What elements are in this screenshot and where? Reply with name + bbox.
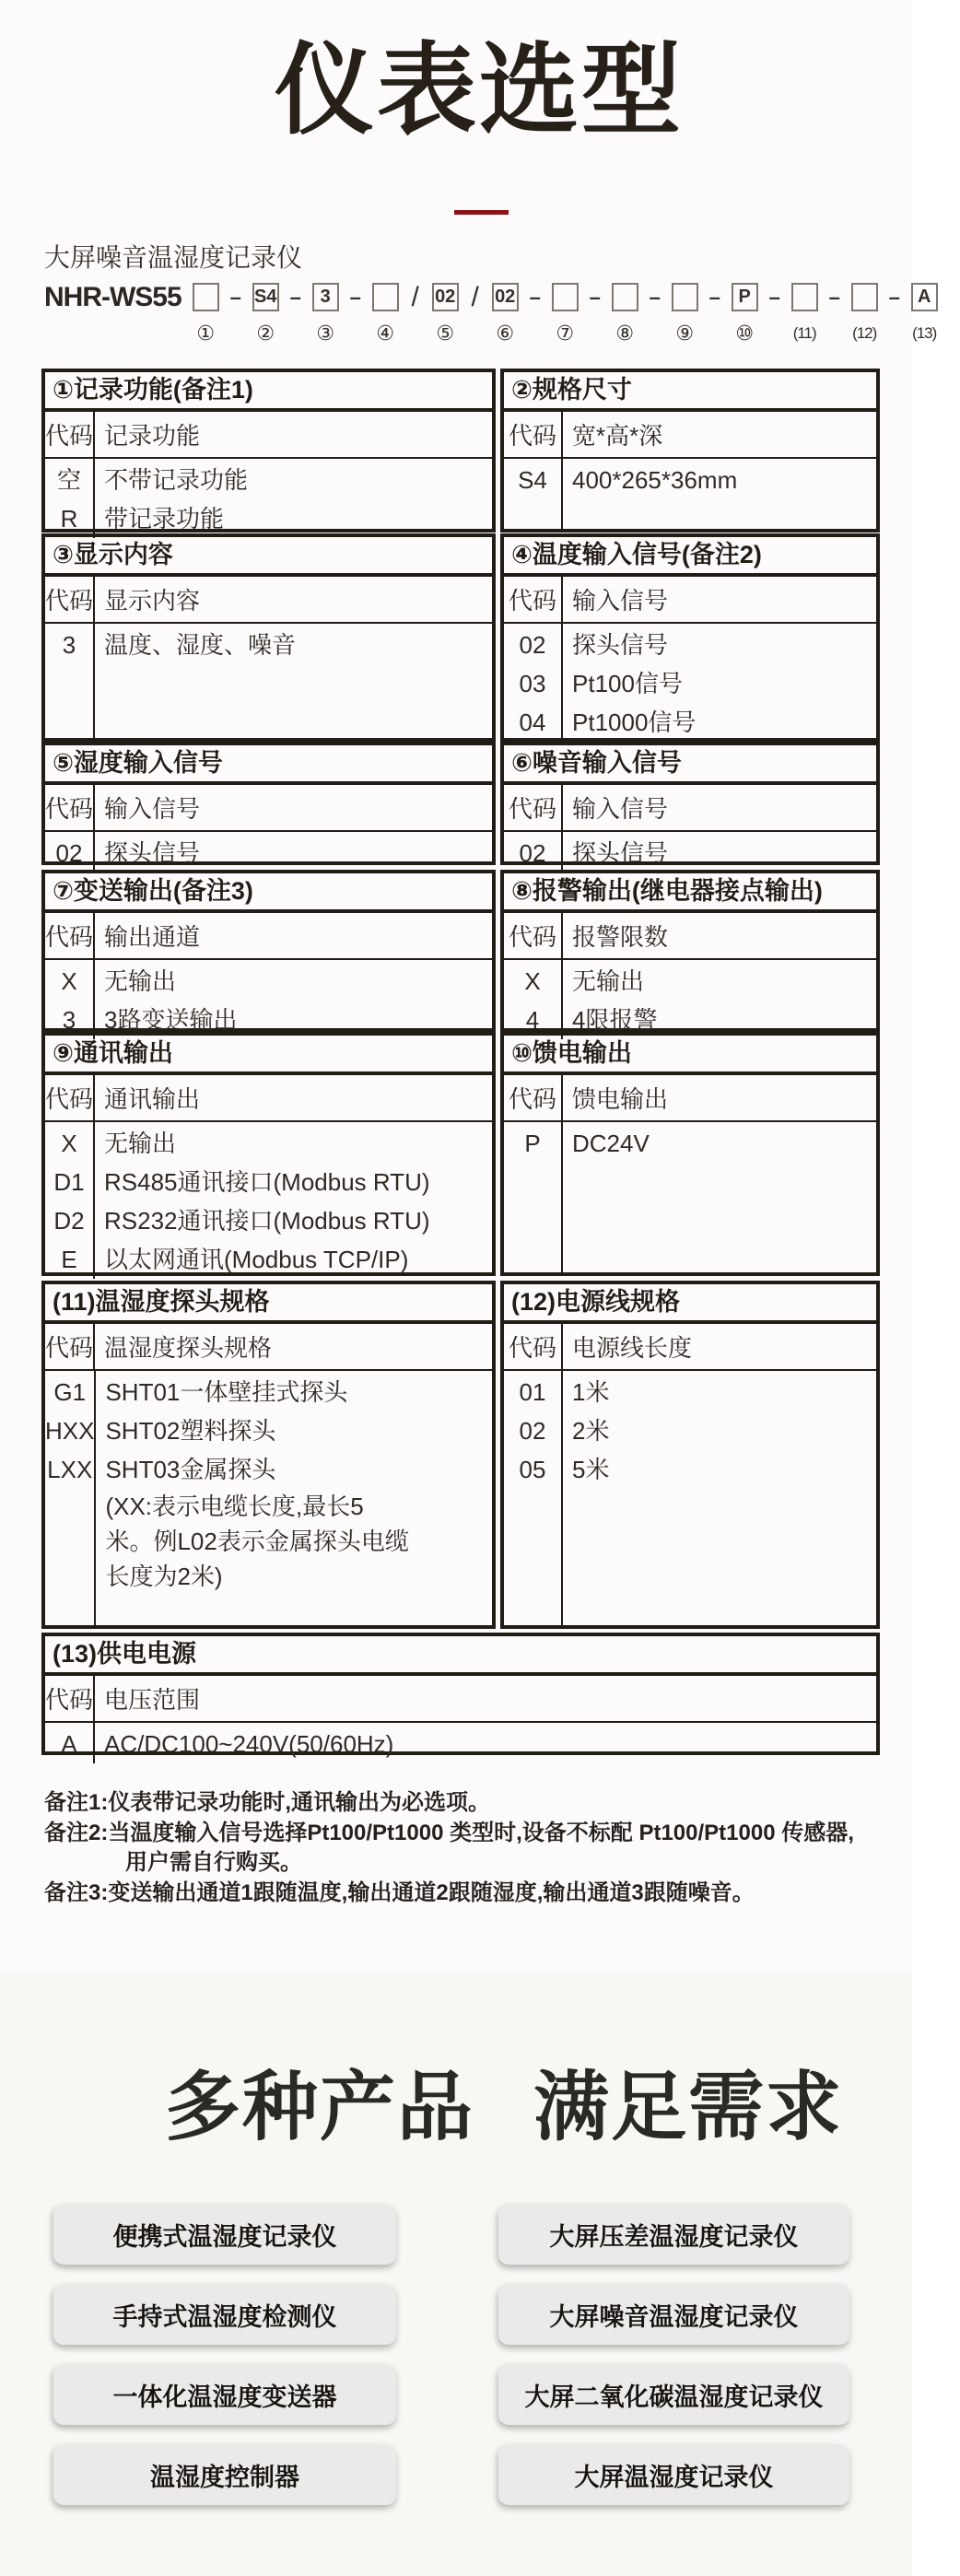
spec-section-4 xyxy=(500,533,880,742)
description-column xyxy=(95,459,492,538)
product-button-4[interactable]: 大屏噪音温湿度记录仪 xyxy=(498,2284,849,2345)
description-value: 1米 xyxy=(572,1378,610,1406)
cable-length-note-line: (XX:表示电缆长度,最长5 xyxy=(105,1493,364,1520)
cable-length-note-line: 米。例L02表示金属探头电缆 xyxy=(105,1528,409,1555)
description-column-header: 电压范围 xyxy=(104,1686,201,1714)
description-column-header: 馈电输出 xyxy=(572,1085,669,1113)
description-value: SHT03金属探头 xyxy=(105,1456,276,1483)
code-column-header: 代码 xyxy=(504,412,563,457)
code-value: A xyxy=(61,1730,77,1758)
product-button-8[interactable]: 大屏温湿度记录仪 xyxy=(498,2444,849,2505)
section-body xyxy=(45,960,492,1039)
model-position-10 xyxy=(731,279,759,345)
model-position-number-3: ③ xyxy=(316,322,335,345)
product-button-1[interactable]: 便携式温湿度记录仪 xyxy=(53,2204,396,2265)
spec-table-row xyxy=(41,1633,880,1758)
section-body xyxy=(504,832,876,872)
code-value: 02 xyxy=(519,1417,546,1445)
model-dash-separator: – xyxy=(529,286,541,309)
code-column-header: 代码 xyxy=(45,785,95,830)
section-title: ③显示内容 xyxy=(45,537,492,577)
code-column xyxy=(45,960,95,1039)
code-value: X xyxy=(61,1130,77,1157)
description-value: 无输出 xyxy=(104,1130,177,1157)
model-dash-separator: – xyxy=(289,286,301,309)
model-position-6 xyxy=(491,279,520,345)
description-column-header: 报警限数 xyxy=(572,923,669,951)
description-column xyxy=(563,832,876,872)
code-value: R xyxy=(60,505,78,533)
code-column-header: 代码 xyxy=(45,913,95,958)
spec-section-10 xyxy=(500,1032,880,1276)
model-position-4 xyxy=(371,279,400,345)
section-title: ①记录功能(备注1) xyxy=(45,372,492,412)
code-value: E xyxy=(61,1246,77,1273)
description-value: 探头信号 xyxy=(572,631,669,659)
code-value: 4 xyxy=(525,1006,540,1034)
description-column xyxy=(95,960,492,1039)
code-column xyxy=(45,1371,96,1625)
code-value: D2 xyxy=(53,1207,85,1235)
code-value: X xyxy=(524,967,541,995)
section-title: (11)温湿度探头规格 xyxy=(45,1284,492,1324)
description-column xyxy=(563,960,876,1039)
spec-section-5 xyxy=(41,742,496,865)
model-dash-separator: – xyxy=(828,286,840,309)
model-position-3 xyxy=(311,279,340,345)
code-column-header: 代码 xyxy=(504,1324,563,1369)
section-header-row xyxy=(504,412,876,459)
description-column-header: 通讯输出 xyxy=(104,1085,201,1113)
code-column-header: 代码 xyxy=(45,1324,95,1369)
model-code-box-2: S4 xyxy=(252,283,279,311)
spec-table-row xyxy=(41,533,880,742)
section-header-row xyxy=(504,577,876,624)
description-value: AC/DC100~240V(50/60Hz) xyxy=(104,1730,394,1758)
code-column-header: 代码 xyxy=(45,1075,95,1120)
code-column xyxy=(45,624,95,738)
page-title: 仪表选型 xyxy=(274,34,684,146)
code-value: S4 xyxy=(518,466,547,494)
description-column xyxy=(95,1723,876,1763)
description-value: 无输出 xyxy=(104,967,177,995)
model-code-box-12 xyxy=(851,283,878,311)
description-value: 4限报警 xyxy=(572,1006,658,1034)
spec-section-3 xyxy=(41,533,496,742)
section-header-row xyxy=(45,412,492,459)
model-position-number-1: ① xyxy=(196,322,216,345)
description-value: 5米 xyxy=(572,1456,610,1483)
model-code-box-13: A xyxy=(911,283,938,311)
model-position-number-2: ② xyxy=(256,322,275,345)
section-header-row xyxy=(504,913,876,960)
section-body xyxy=(504,960,876,1039)
code-column xyxy=(504,832,563,872)
description-column xyxy=(563,624,876,742)
model-code-box-6: 02 xyxy=(492,283,519,311)
model-position-number-8: ⑧ xyxy=(615,322,635,345)
description-value: 带记录功能 xyxy=(104,505,225,533)
model-position-number-5: ⑤ xyxy=(436,322,455,345)
code-column-header: 代码 xyxy=(504,1075,563,1120)
code-value: P xyxy=(524,1130,541,1157)
description-value: 不带记录功能 xyxy=(104,466,249,494)
product-button-3[interactable]: 手持式温湿度检测仪 xyxy=(53,2284,396,2345)
model-code-box-1 xyxy=(193,283,219,311)
model-dash-separator: – xyxy=(649,286,661,309)
code-column xyxy=(504,960,563,1039)
code-column xyxy=(504,624,563,742)
footnote-line-2: 备注2:当温度输入信号选择Pt100/Pt1000 类型时,设备不标配 Pt100/Pt1000 传感器, xyxy=(44,1820,854,1845)
spec-section-8 xyxy=(500,870,880,1032)
spec-table-row xyxy=(41,870,880,1032)
model-position-number-6: ⑥ xyxy=(496,322,515,345)
spec-table-row xyxy=(41,742,880,865)
spec-table-row xyxy=(41,369,880,533)
footnotes xyxy=(44,1788,854,1908)
section-header-row xyxy=(45,913,492,960)
bottom-title-part2: 满足需求 xyxy=(533,2066,844,2149)
description-column-header: 宽*高*深 xyxy=(572,422,663,450)
description-value: RS232通讯接口(Modbus RTU) xyxy=(104,1207,430,1235)
model-position-9 xyxy=(671,279,699,345)
description-column-header: 输入信号 xyxy=(572,795,669,823)
model-position-number-11: (11) xyxy=(792,324,816,342)
description-value: DC24V xyxy=(572,1130,650,1157)
footnote-line-3: 用户需自行购买。 xyxy=(125,1850,302,1875)
section-body xyxy=(45,624,492,738)
description-value: 以太网通讯(Modbus TCP/IP) xyxy=(104,1246,409,1273)
section-body xyxy=(45,832,492,872)
section-body xyxy=(45,1723,876,1763)
description-column xyxy=(563,1122,876,1272)
code-column-header: 代码 xyxy=(45,1676,95,1721)
model-prefix: NHR-WS55 xyxy=(44,282,181,312)
section-body xyxy=(504,624,876,742)
model-slash-separator: / xyxy=(471,282,479,312)
description-column xyxy=(95,832,492,872)
code-value: 01 xyxy=(519,1378,546,1406)
model-code-box-8 xyxy=(612,283,638,311)
section-body xyxy=(45,1122,492,1279)
code-value: 空 xyxy=(56,466,81,494)
code-value: 3 xyxy=(62,1006,76,1034)
description-column xyxy=(95,624,492,738)
code-value: 02 xyxy=(519,839,546,867)
model-position-13 xyxy=(910,279,939,345)
code-column-header: 代码 xyxy=(504,913,563,958)
section-body xyxy=(504,1371,876,1625)
description-column-header: 记录功能 xyxy=(104,422,201,450)
code-column-header: 代码 xyxy=(45,577,95,622)
footnote-line-1: 备注1:仪表带记录功能时,通讯输出为必选项。 xyxy=(44,1790,491,1815)
model-position-number-4: ④ xyxy=(376,322,395,345)
model-dash-separator: – xyxy=(768,286,780,309)
description-value: Pt100信号 xyxy=(572,670,683,697)
model-position-1 xyxy=(192,279,220,345)
model-position-11 xyxy=(790,279,819,345)
description-value: RS485通讯接口(Modbus RTU) xyxy=(104,1168,430,1196)
spec-section-2 xyxy=(500,369,880,533)
model-dash-separator: – xyxy=(229,286,241,309)
description-value: 温度、湿度、噪音 xyxy=(104,631,297,659)
code-column xyxy=(504,1371,563,1625)
description-value: 无输出 xyxy=(572,967,645,995)
spec-table-row xyxy=(41,1032,880,1276)
spec-section-13 xyxy=(41,1633,880,1758)
product-button-6[interactable]: 大屏二氧化碳温湿度记录仪 xyxy=(498,2364,849,2425)
model-dash-separator: – xyxy=(349,286,361,309)
bottom-section-title xyxy=(48,2047,960,2155)
description-column-header: 电源线长度 xyxy=(572,1334,693,1362)
code-value: 04 xyxy=(519,708,546,736)
section-title: ⑦变送输出(备注3) xyxy=(45,873,492,913)
code-column xyxy=(504,1122,563,1272)
bottom-title-part1: 多种产品 xyxy=(164,2066,474,2149)
code-value: D1 xyxy=(53,1168,85,1196)
spec-table-row xyxy=(41,1281,880,1629)
description-column xyxy=(563,1371,876,1625)
section-body xyxy=(45,1371,492,1625)
model-code-box-3: 3 xyxy=(312,283,339,311)
code-value: G1 xyxy=(53,1378,87,1406)
description-column xyxy=(563,459,876,529)
section-header-row xyxy=(45,1075,492,1122)
model-dash-separator: – xyxy=(589,286,601,309)
section-header-row xyxy=(504,1075,876,1122)
code-value: 3 xyxy=(62,631,76,659)
model-position-number-10: ⑩ xyxy=(735,322,755,345)
title-underline-accent xyxy=(454,210,509,215)
spec-section-1 xyxy=(41,369,496,533)
description-value: 400*265*36mm xyxy=(572,466,738,494)
section-title: ⑩馈电输出 xyxy=(504,1036,876,1075)
model-code-box-9 xyxy=(672,283,698,311)
section-title: ⑧报警输出(继电器接点输出) xyxy=(504,873,876,913)
code-column xyxy=(45,832,95,872)
section-title: ⑥噪音输入信号 xyxy=(504,745,876,785)
model-code-line xyxy=(44,279,939,345)
spec-section-9 xyxy=(41,1032,496,1276)
code-value: 03 xyxy=(519,670,546,697)
model-code-box-10: P xyxy=(732,283,758,311)
code-column-header: 代码 xyxy=(45,412,95,457)
product-grid xyxy=(53,2204,849,2505)
code-value: 02 xyxy=(55,839,83,867)
spec-section-7 xyxy=(41,870,496,1032)
description-column-header: 输出通道 xyxy=(104,923,201,951)
cable-length-note-line: 长度为2米) xyxy=(105,1563,223,1590)
description-column-header: 输入信号 xyxy=(104,795,201,823)
code-value: HXX xyxy=(45,1417,95,1445)
model-position-number-9: ⑨ xyxy=(675,322,695,345)
spec-section-11 xyxy=(41,1281,496,1629)
code-value: X xyxy=(61,967,77,995)
section-title: ⑤湿度输入信号 xyxy=(45,745,492,785)
model-position-7 xyxy=(551,279,580,345)
model-dash-separator: – xyxy=(708,286,720,309)
section-body xyxy=(504,459,876,529)
code-column-header: 代码 xyxy=(504,785,563,830)
product-button-2[interactable]: 大屏压差温湿度记录仪 xyxy=(498,2204,849,2265)
model-slash-separator: / xyxy=(411,282,419,312)
description-value: SHT02塑料探头 xyxy=(105,1417,276,1445)
section-header-row xyxy=(504,785,876,832)
description-value: 探头信号 xyxy=(104,839,201,867)
code-column xyxy=(45,1122,95,1279)
spec-section-12 xyxy=(500,1281,880,1629)
code-column-header: 代码 xyxy=(504,577,563,622)
section-header-row xyxy=(45,577,492,624)
product-button-5[interactable]: 一体化温湿度变送器 xyxy=(53,2364,396,2425)
description-column xyxy=(96,1371,492,1625)
model-position-number-13: (13) xyxy=(912,324,937,342)
section-header-row xyxy=(504,1324,876,1371)
model-code-box-5: 02 xyxy=(432,283,459,311)
model-dash-separator: – xyxy=(888,286,900,309)
model-position-8 xyxy=(611,279,639,345)
section-title: ②规格尺寸 xyxy=(504,372,876,412)
model-position-2 xyxy=(252,279,280,345)
section-body xyxy=(504,1122,876,1272)
model-code-box-7 xyxy=(552,283,579,311)
description-column-header: 温湿度探头规格 xyxy=(104,1334,273,1362)
description-value: Pt1000信号 xyxy=(572,708,697,736)
model-position-number-7: ⑦ xyxy=(556,322,575,345)
section-header-row xyxy=(45,1676,876,1723)
product-subtitle: 大屏噪音温湿度记录仪 xyxy=(44,243,303,272)
code-column xyxy=(45,459,95,538)
section-header-row xyxy=(45,785,492,832)
description-column-header: 显示内容 xyxy=(104,587,201,615)
code-value: 02 xyxy=(519,631,546,659)
model-code-box-4 xyxy=(372,283,399,311)
code-value: LXX xyxy=(47,1456,93,1483)
section-title: (12)电源线规格 xyxy=(504,1284,876,1324)
section-body xyxy=(45,459,492,538)
description-column xyxy=(95,1122,492,1279)
section-header-row xyxy=(45,1324,492,1371)
product-button-7[interactable]: 温湿度控制器 xyxy=(53,2444,396,2505)
description-column-header: 输入信号 xyxy=(572,587,669,615)
model-position-number-12: (12) xyxy=(852,324,877,342)
section-title: ④温度输入信号(备注2) xyxy=(504,537,876,577)
model-position-5 xyxy=(431,279,460,345)
description-value: 探头信号 xyxy=(572,839,669,867)
code-value: 05 xyxy=(519,1456,546,1483)
footnote-line-4: 备注3:变送输出通道1跟随温度,输出通道2跟随湿度,输出通道3跟随噪音。 xyxy=(44,1879,755,1905)
description-value: 2米 xyxy=(572,1417,610,1445)
model-position-12 xyxy=(850,279,879,345)
model-code-box-11 xyxy=(791,283,818,311)
description-value: 3路变送输出 xyxy=(104,1006,238,1034)
section-title: ⑨通讯输出 xyxy=(45,1036,492,1075)
code-column xyxy=(45,1723,95,1763)
code-column xyxy=(504,459,563,529)
description-value: SHT01一体壁挂式探头 xyxy=(105,1378,348,1406)
section-title: (13)供电电源 xyxy=(45,1636,876,1676)
spec-section-6 xyxy=(500,742,880,865)
